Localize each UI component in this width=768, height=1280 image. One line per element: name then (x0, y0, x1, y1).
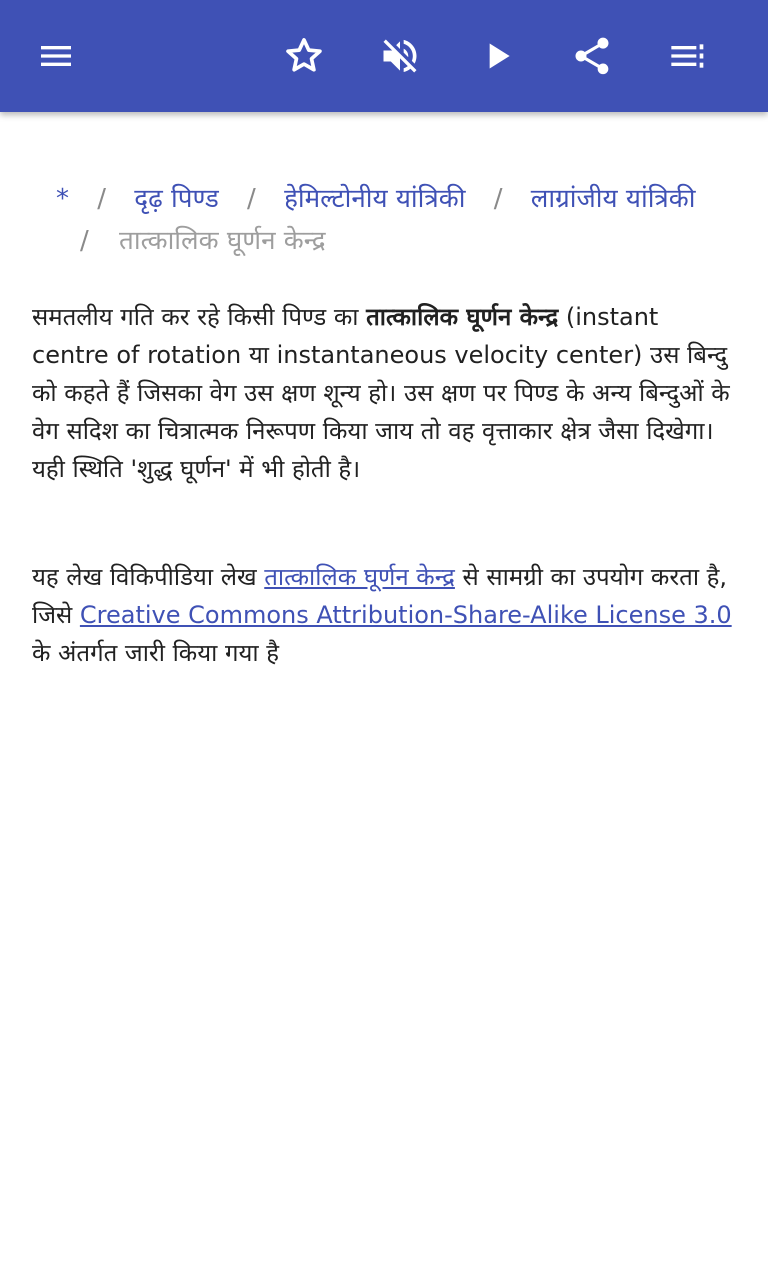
breadcrumb-line-1 (56, 178, 695, 220)
article-text: (instant centre of rotation या instantaneous velocity center) उस बिन्दु को कहते हैं जिसका वेग उस क्षण शून्य हो। उस क्षण पर पिण्ड के अन्य बिन्दुओं के वेग सदिश का चित्रात्मक निरूपण किया जाय तो वह वृत्ताकार क्षेत्र जैसा दिखेगा। यही स्थिति 'शुद्ध घूर्णन' में भी होती है। (32, 303, 730, 483)
breadcrumb-item-hamiltonian-mechanics[interactable]: हेमिल्टोनीय यांत्रिकी (284, 184, 466, 214)
playlist-icon (668, 36, 708, 76)
breadcrumb-separator: / (493, 184, 503, 214)
attribution-text: यह लेख विकिपीडिया लेख (32, 563, 265, 591)
menu-button[interactable] (24, 24, 88, 88)
attribution-text: के अंतर्गत जारी किया गया है (32, 639, 280, 667)
share-button[interactable] (560, 24, 624, 88)
license-link[interactable]: Creative Commons Attribution-Share-Alike License 3.0 (79, 601, 732, 629)
favorite-button[interactable] (272, 24, 336, 88)
attribution-text: से सामग्री का उपयोग करता है, जिसे (32, 563, 728, 629)
star-outline-icon (282, 34, 326, 78)
article-term: तात्कालिक घूर्णन केन्द्र (366, 303, 559, 331)
breadcrumb-item-lagrangian-mechanics[interactable]: लाग्रांजीय यांत्रिकी (530, 184, 696, 214)
article-content (32, 298, 738, 672)
play-button[interactable] (466, 24, 530, 88)
mute-button[interactable] (368, 24, 432, 88)
app-toolbar (0, 0, 768, 112)
article-paragraph (32, 298, 738, 488)
playlist-button[interactable] (656, 24, 720, 88)
breadcrumb-separator: / (80, 226, 89, 256)
attribution-paragraph (32, 558, 738, 672)
breadcrumb-separator: / (97, 184, 107, 214)
menu-icon (36, 36, 76, 76)
play-icon (478, 36, 518, 76)
breadcrumb-item-home[interactable]: * (56, 184, 69, 214)
share-icon (570, 34, 614, 78)
breadcrumb-current: तात्कालिक घूर्णन केन्द्र (119, 226, 326, 256)
breadcrumb-item-rigid-body[interactable]: दृढ़ पिण्ड (134, 184, 219, 214)
volume-off-icon (378, 34, 422, 78)
breadcrumb-separator: / (247, 184, 256, 214)
breadcrumb-line-2 (80, 220, 326, 262)
article-text: समतलीय गति कर रहे किसी पिण्ड का (32, 303, 367, 331)
wikipedia-article-link[interactable]: तात्कालिक घूर्णन केन्द्र (264, 563, 455, 591)
